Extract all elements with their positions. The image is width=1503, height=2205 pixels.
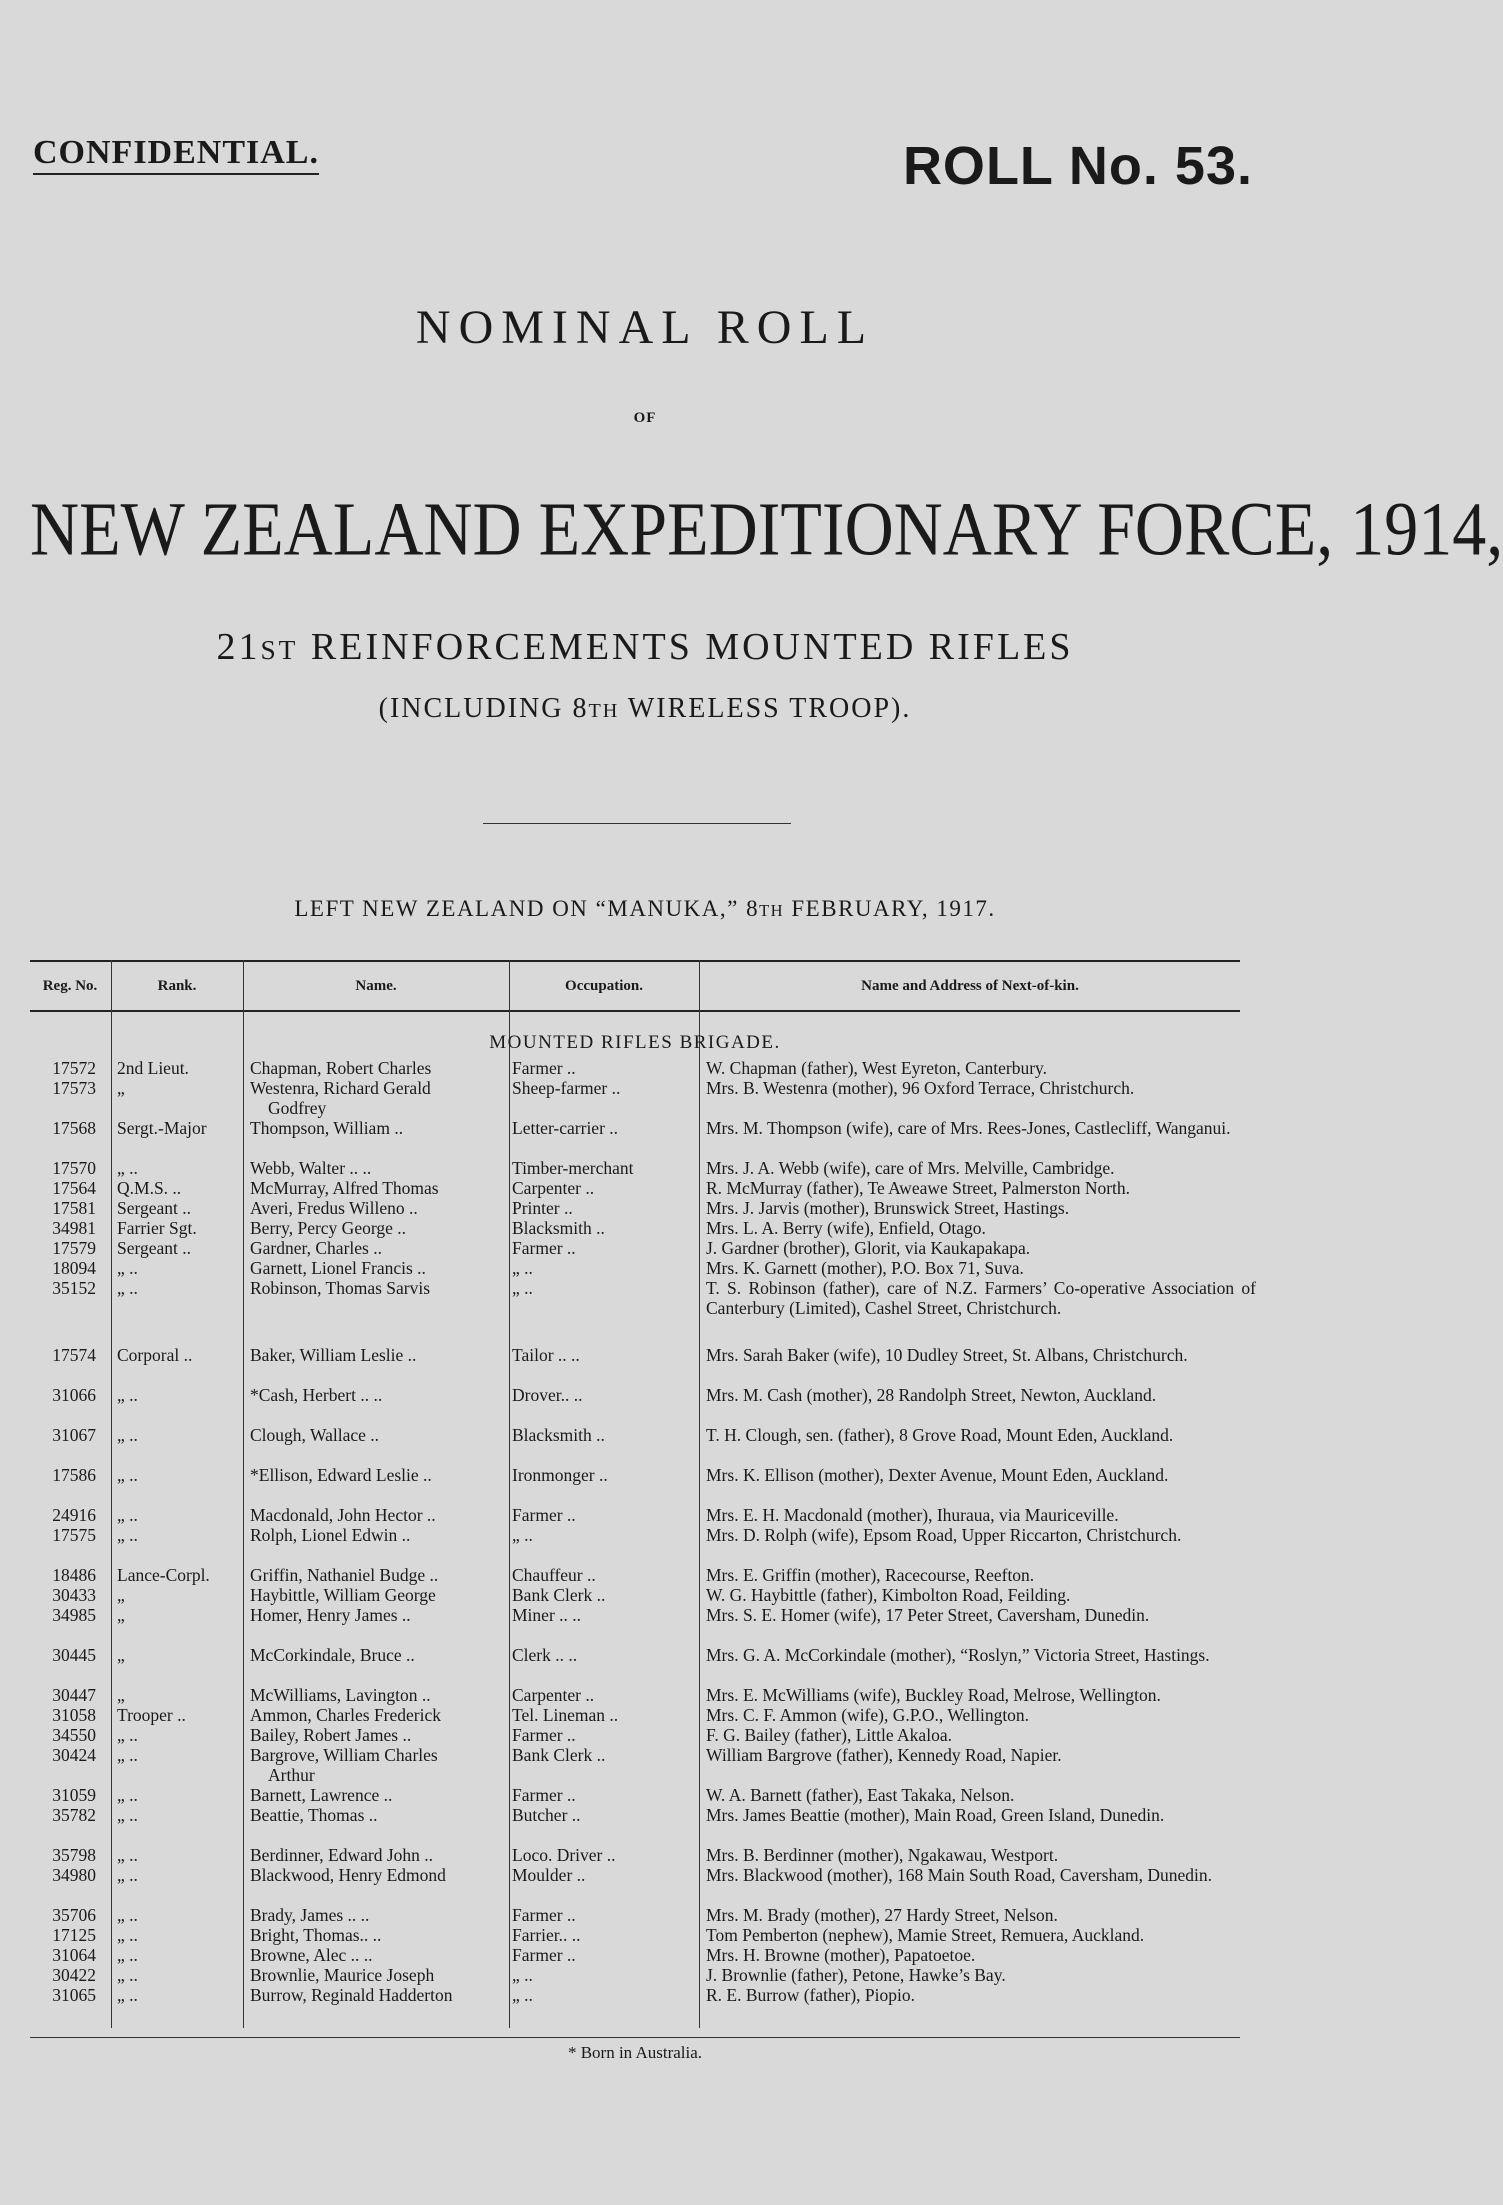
reg-number-cell: 18094 [52,1258,96,1278]
including-number: 8 [572,693,589,724]
name-primary: Baker, William Leslie .. [250,1345,417,1365]
name-primary: Chapman, Robert Charles [250,1058,432,1078]
occupation-cell: Moulder .. [512,1865,586,1885]
column-divider [699,960,700,2028]
occupation-cell: Farmer .. [512,1945,576,1965]
occupation-cell: Farmer .. [512,1725,576,1745]
reg-number-cell: 31059 [52,1785,96,1805]
rank-cell: „ .. [117,1945,138,1965]
name-cell [250,1466,502,1486]
including-post: WIRELESS TROOP). [627,693,912,724]
name-continuation: Arthur [268,1764,315,1785]
rank-cell: Q.M.S. .. [117,1178,182,1198]
occupation-cell: Bank Clerk .. [512,1585,606,1605]
occupation-cell: Farmer .. [512,1905,576,1925]
rank-cell: „ .. [117,1425,138,1445]
occupation-cell: Blacksmith .. [512,1425,605,1445]
col-header-occupation: Occupation. [565,978,643,994]
rank-cell: 2nd Lieut. [117,1058,189,1078]
rank-cell: „ [117,1585,125,1605]
next-of-kin-cell: Mrs. B. Westenra (mother), 96 Oxford Terrace, Christchurch. [706,1078,1135,1098]
reg-number-cell: 17586 [52,1465,96,1485]
next-of-kin-cell: W. A. Barnett (father), East Takaka, Nelson. [706,1785,1015,1805]
reg-number-cell: 17575 [52,1525,96,1545]
name-primary: *Cash, Herbert .. .. [250,1385,383,1405]
rank-cell: „ .. [117,1465,138,1485]
name-cell [250,1159,502,1179]
rank-cell: „ .. [117,1865,138,1885]
rank-cell: „ .. [117,1725,138,1745]
name-cell [250,1179,502,1199]
including-suffix: TH [588,700,620,722]
rank-cell: „ .. [117,1158,138,1178]
name-primary: Homer, Henry James .. [250,1605,411,1625]
rank-cell: „ .. [117,1925,138,1945]
name-primary: Brownlie, Maurice Joseph [250,1965,435,1985]
next-of-kin-cell: William Bargrove (father), Kennedy Road, Napier. [706,1745,1062,1765]
divider-rule [483,823,791,824]
reg-number-cell: 35706 [52,1905,96,1925]
next-of-kin-cell: J. Brownlie (father), Petone, Hawke’s Bay. [706,1965,1006,1985]
rank-cell: „ .. [117,1785,138,1805]
reg-number-cell: 31058 [52,1705,96,1725]
occupation-cell: Letter-carrier .. [512,1118,619,1138]
next-of-kin-cell: Mrs. E. Griffin (mother), Racecourse, Reefton. [706,1565,1035,1585]
reg-number-cell: 24916 [52,1505,96,1525]
rank-cell: Trooper .. [117,1705,186,1725]
reinforcements-number: 21 [216,626,261,668]
rank-cell: Corporal .. [117,1345,193,1365]
departure-suffix: TH [759,901,785,920]
occupation-cell: Farmer .. [512,1238,576,1258]
name-cell [250,1726,502,1746]
name-cell [250,1566,502,1586]
next-of-kin-cell: W. G. Haybittle (father), Kimbolton Road, Feilding. [706,1585,1071,1605]
occupation-cell: „ .. [512,1525,533,1545]
name-cell [250,1866,502,1886]
next-of-kin-cell: Mrs. L. A. Berry (wife), Enfield, Otago. [706,1218,986,1238]
next-of-kin-cell: Mrs. James Beattie (mother), Main Road, Green Island, Dunedin. [706,1805,1165,1825]
name-primary: McCorkindale, Bruce .. [250,1645,415,1665]
name-primary: Averi, Fredus Willeno .. [250,1198,418,1218]
occupation-cell: Chauffeur .. [512,1565,596,1585]
name-cell [250,1686,502,1706]
departure-post: FEBRUARY, 1917. [791,896,996,921]
reg-number-cell: 17564 [52,1178,96,1198]
occupation-cell: Farmer .. [512,1505,576,1525]
reg-number-cell: 30445 [52,1645,96,1665]
name-primary: Gardner, Charles .. [250,1238,382,1258]
occupation-cell: Farmer .. [512,1785,576,1805]
force-title: NEW ZEALAND EXPEDITIONARY FORCE, 1914, [30,486,1503,572]
next-of-kin-cell: Tom Pemberton (nephew), Mamie Street, Remuera, Auckland. [706,1925,1145,1945]
occupation-cell: Farmer .. [512,1058,576,1078]
next-of-kin-cell: Mrs. B. Berdinner (mother), Ngakawau, Westport. [706,1845,1059,1865]
occupation-cell: Farrier.. .. [512,1925,581,1945]
reinforcements-text: REINFORCEMENTS MOUNTED RIFLES [310,626,1074,668]
rank-cell: „ .. [117,1525,138,1545]
footnote-rule [30,2037,1240,2038]
occupation-cell: Ironmonger .. [512,1465,608,1485]
reinforcements-suffix: ST [260,635,299,665]
next-of-kin-cell: Mrs. E. McWilliams (wife), Buckley Road, Melrose, Wellington. [706,1685,1161,1705]
next-of-kin-cell: Mrs. J. Jarvis (mother), Brunswick Street, Hastings. [706,1198,1070,1218]
document-title: NOMINAL ROLL [415,301,875,354]
occupation-cell: Drover.. .. [512,1385,583,1405]
occupation-cell: Carpenter .. [512,1685,595,1705]
rank-cell: „ [117,1685,125,1705]
next-of-kin-cell: Mrs. K. Ellison (mother), Dexter Avenue, Mount Eden, Auckland. [706,1465,1169,1485]
name-cell [250,1426,502,1446]
next-of-kin-cell: Mrs. M. Brady (mother), 27 Hardy Street, Nelson. [706,1905,1058,1925]
reg-number-cell: 17125 [52,1925,96,1945]
next-of-kin-cell: W. Chapman (father), West Eyreton, Canterbury. [706,1058,1048,1078]
col-header-rank: Rank. [157,978,197,994]
rank-cell: Sergeant .. [117,1198,192,1218]
name-continuation: Godfrey [268,1097,327,1118]
reg-number-cell: 35798 [52,1845,96,1865]
name-primary: Beattie, Thomas .. [250,1805,378,1825]
next-of-kin-cell: F. G. Bailey (father), Little Akaloa. [706,1725,952,1745]
name-primary: Barnett, Lawrence .. [250,1785,393,1805]
reg-number-cell: 34985 [52,1605,96,1625]
name-primary: Brady, James .. .. [250,1905,370,1925]
departure-pre: LEFT NEW ZEALAND ON “MANUKA,” [294,896,739,921]
name-primary: Bright, Thomas.. .. [250,1925,382,1945]
rank-cell: „ .. [117,1745,138,1765]
reinforcements-title [0,625,1290,669]
including-pre: (INCLUDING [378,693,564,724]
name-primary: Webb, Walter .. .. [250,1158,372,1178]
column-divider [111,960,112,2028]
name-primary: Griffin, Nathaniel Budge .. [250,1565,439,1585]
departure-day: 8 [746,896,760,921]
next-of-kin-cell: Mrs. D. Rolph (wife), Epsom Road, Upper Riccarton, Christchurch. [706,1525,1182,1545]
next-of-kin-cell: Mrs. M. Thompson (wife), care of Mrs. Rees-Jones, Castlecliff, Wanganui. [706,1118,1231,1138]
name-primary: Garnett, Lionel Francis .. [250,1258,426,1278]
occupation-cell: Miner .. .. [512,1605,582,1625]
name-primary: Macdonald, John Hector .. [250,1505,436,1525]
reg-number-cell: 30447 [52,1685,96,1705]
reg-number-cell: 17581 [52,1198,96,1218]
occupation-cell: Printer .. [512,1198,573,1218]
name-primary: Thompson, William .. [250,1118,404,1138]
reg-number-cell: 31066 [52,1385,96,1405]
occupation-cell: Bank Clerk .. [512,1745,606,1765]
name-cell [250,1926,502,1946]
occupation-cell: Tel. Lineman .. [512,1705,619,1725]
name-primary: McWilliams, Lavington .. [250,1685,431,1705]
occupation-cell: Tailor .. .. [512,1345,580,1365]
next-of-kin-cell: T. H. Clough, sen. (father), 8 Grove Road, Mount Eden, Auckland. [706,1425,1174,1445]
confidential-label: CONFIDENTIAL. [33,133,319,175]
next-of-kin-cell: Mrs. K. Garnett (mother), P.O. Box 71, Suva. [706,1258,1024,1278]
rank-cell: „ .. [117,1505,138,1525]
name-cell [250,1219,502,1239]
name-primary: Clough, Wallace .. [250,1425,380,1445]
name-primary: Rolph, Lionel Edwin .. [250,1525,411,1545]
departure-line [0,896,1290,922]
occupation-cell: Butcher .. [512,1805,581,1825]
occupation-cell: „ .. [512,1985,533,2005]
occupation-cell: „ .. [512,1258,533,1278]
reg-number-cell: 31065 [52,1985,96,2005]
name-cell [250,1706,502,1726]
name-cell [250,1279,502,1299]
name-primary: Bargrove, William Charles [250,1745,438,1765]
title-of: OF [633,410,657,426]
name-cell [250,1346,502,1366]
name-cell [250,1059,502,1079]
rank-cell: „ .. [117,1385,138,1405]
reg-number-cell: 31067 [52,1425,96,1445]
occupation-cell: Clerk .. .. [512,1645,578,1665]
reg-number-cell: 17572 [52,1058,96,1078]
rank-cell: „ [117,1645,125,1665]
name-primary: Westenra, Richard Gerald [250,1078,431,1098]
reg-number-cell: 17568 [52,1118,96,1138]
name-cell [250,1239,502,1259]
rank-cell: „ .. [117,1258,138,1278]
reg-number-cell: 17579 [52,1238,96,1258]
next-of-kin-cell: Mrs. M. Cash (mother), 28 Randolph Street, Newton, Auckland. [706,1385,1157,1405]
occupation-cell: Sheep-farmer .. [512,1078,621,1098]
reg-number-cell: 30424 [52,1745,96,1765]
table-header-bottom-rule [30,1010,1240,1012]
name-cell [250,1506,502,1526]
name-primary: Robinson, Thomas Sarvis [250,1278,431,1298]
section-title: MOUNTED RIFLES BRIGADE. [489,1032,781,1053]
name-cell [250,1846,502,1866]
name-cell [250,1119,502,1139]
next-of-kin-cell: Mrs. H. Browne (mother), Papatoetoe. [706,1945,976,1965]
reg-number-cell: 34980 [52,1865,96,1885]
occupation-cell: „ .. [512,1278,533,1298]
reg-number-cell: 35152 [52,1278,96,1298]
rank-cell: „ .. [117,1278,138,1298]
next-of-kin-cell: Mrs. Blackwood (mother), 168 Main South Road, Caversham, Dunedin. [706,1865,1212,1885]
next-of-kin-cell: Mrs. E. H. Macdonald (mother), Ihuraua, via Mauriceville. [706,1505,1119,1525]
name-cell [250,1606,502,1626]
rank-cell: Lance-Corpl. [117,1565,210,1585]
table-header-top-rule [30,960,1240,962]
col-header-kin: Name and Address of Next-of-kin. [861,978,1079,994]
rank-cell: „ .. [117,1905,138,1925]
reg-number-cell: 35782 [52,1805,96,1825]
including-line [0,693,1290,725]
next-of-kin-cell: Mrs. C. F. Ammon (wife), G.P.O., Wellington. [706,1705,1030,1725]
rank-cell: „ [117,1605,125,1625]
next-of-kin-cell: J. Gardner (brother), Glorit, via Kaukapakapa. [706,1238,1031,1258]
reg-number-cell: 30433 [52,1585,96,1605]
name-primary: Bailey, Robert James .. [250,1725,412,1745]
next-of-kin-cell: R. McMurray (father), Te Aweawe Street, Palmerston North. [706,1178,1131,1198]
name-cell [250,1199,502,1219]
next-of-kin-cell: T. S. Robinson (father), care of N.Z. Farmers’ Co-operative Association of Canterbury (Limited), Cashel Street, Christchurch. [706,1278,1256,1318]
name-cell [250,1966,502,1986]
reg-number-cell: 30422 [52,1965,96,1985]
name-cell [250,1786,502,1806]
next-of-kin-cell: Mrs. G. A. McCorkindale (mother), “Roslyn,” Victoria Street, Hastings. [706,1645,1210,1665]
occupation-cell: Timber-merchant [512,1158,634,1178]
next-of-kin-cell: Mrs. S. E. Homer (wife), 17 Peter Street, Caversham, Dunedin. [706,1605,1150,1625]
occupation-cell: Blacksmith .. [512,1218,605,1238]
rank-cell: „ .. [117,1805,138,1825]
reg-number-cell: 17573 [52,1078,96,1098]
rank-cell: „ .. [117,1985,138,2005]
next-of-kin-cell: Mrs. Sarah Baker (wife), 10 Dudley Street, St. Albans, Christchurch. [706,1345,1188,1365]
name-primary: McMurray, Alfred Thomas [250,1178,439,1198]
name-cell [250,1526,502,1546]
col-header-name: Name. [355,978,397,994]
reg-number-cell: 31064 [52,1945,96,1965]
name-primary: Haybittle, William George [250,1585,436,1605]
name-primary: Burrow, Reginald Hadderton [250,1985,453,2005]
rank-cell: „ [117,1078,125,1098]
footnote: * Born in Australia. [567,2043,703,2062]
next-of-kin-cell: Mrs. J. A. Webb (wife), care of Mrs. Melville, Cambridge. [706,1158,1115,1178]
occupation-cell: Carpenter .. [512,1178,595,1198]
rank-cell: Sergt.-Major [117,1118,207,1138]
rank-cell: „ .. [117,1965,138,1985]
name-cell [250,1746,502,1785]
name-primary: Berdinner, Edward John .. [250,1845,434,1865]
rank-cell: Sergeant .. [117,1238,192,1258]
next-of-kin-cell: R. E. Burrow (father), Piopio. [706,1985,915,2005]
rank-cell: Farrier Sgt. [117,1218,197,1238]
reg-number-cell: 34550 [52,1725,96,1745]
name-cell [250,1646,502,1666]
name-cell [250,1259,502,1279]
name-cell [250,1586,502,1606]
name-cell [250,1386,502,1406]
name-primary: *Ellison, Edward Leslie .. [250,1465,432,1485]
roll-number: ROLL No. 53. [902,136,1253,196]
name-primary: Ammon, Charles Frederick [250,1705,441,1725]
name-primary: Berry, Percy George .. [250,1218,406,1238]
name-primary: Blackwood, Henry Edmond [250,1865,446,1885]
reg-number-cell: 17574 [52,1345,96,1365]
name-cell [250,1806,502,1826]
column-divider [509,960,510,2028]
name-cell [250,1906,502,1926]
reg-number-cell: 17570 [52,1158,96,1178]
name-primary: Browne, Alec .. .. [250,1945,373,1965]
name-cell [250,1946,502,1966]
reg-number-cell: 34981 [52,1218,96,1238]
col-header-reg: Reg. No. [42,978,98,994]
reg-number-cell: 18486 [52,1565,96,1585]
name-cell [250,1986,502,2006]
name-cell [250,1079,502,1118]
occupation-cell: „ .. [512,1965,533,1985]
rank-cell: „ .. [117,1845,138,1865]
occupation-cell: Loco. Driver .. [512,1845,616,1865]
